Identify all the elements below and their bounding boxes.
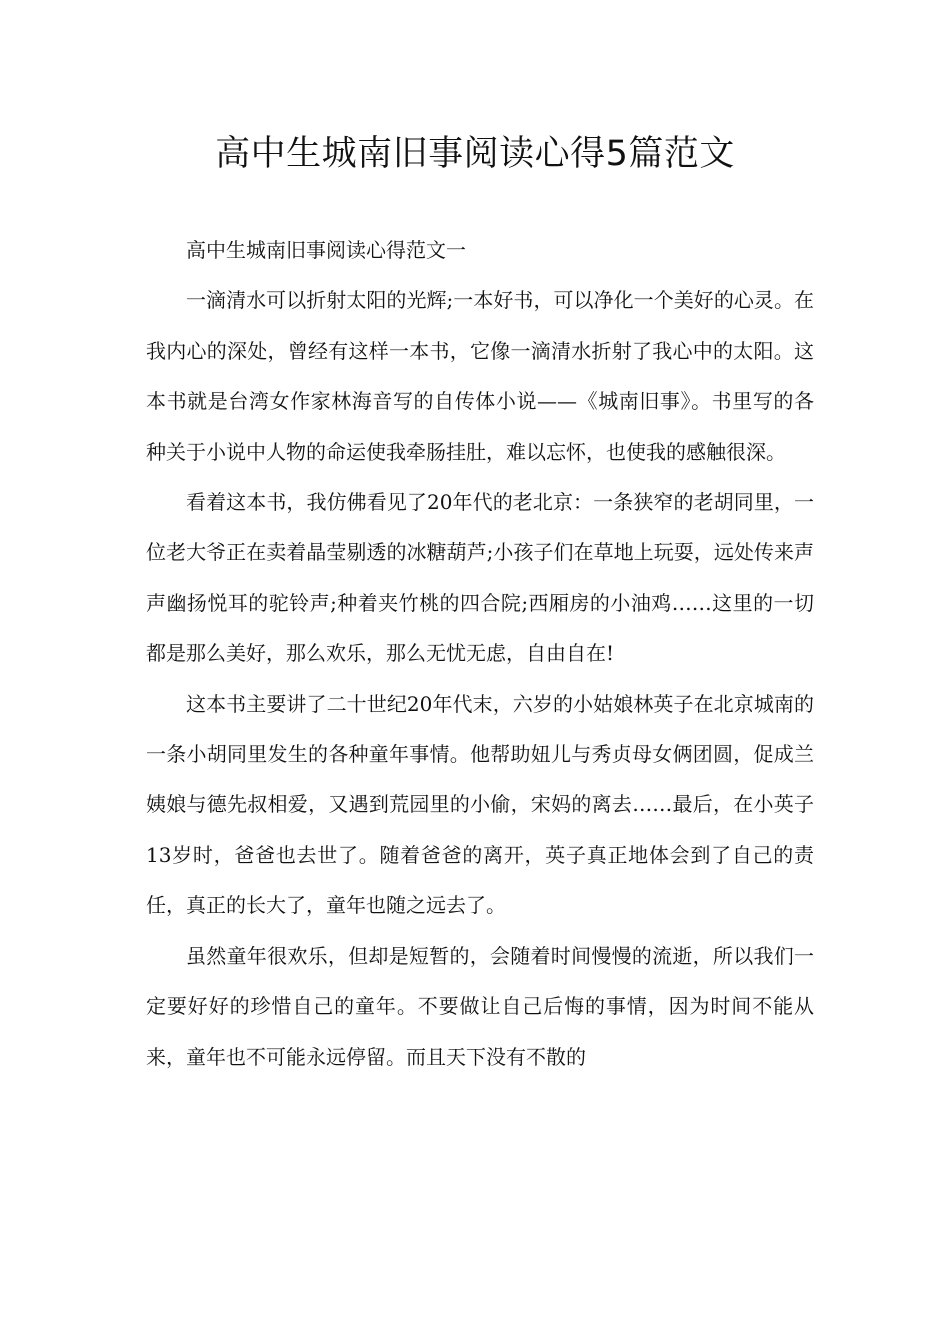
document-body — [146, 225, 814, 1082]
paragraph-heading: 高中生城南旧事阅读心得范文一 — [186, 238, 466, 262]
document-title: 高中生城南旧事阅读心得5篇范文 — [215, 134, 735, 174]
paragraph: 一滴清水可以折射太阳的光辉;一本好书，可以净化一个美好的心灵。在我内心的深处，曾经有这样一本书，它像一滴清水折射了我心中的太阳。这本书就是台湾女作家林海音写的自传体小说——《城南旧事》。书里写的各种关于小说中人物的命运使我牵肠挂肚，难以忘怀，也使我的感触很深。 — [146, 288, 814, 464]
paragraph: 虽然童年很欢乐，但却是短暂的，会随着时间慢慢的流逝，所以我们一定要好好的珍惜自己的童年。不要做让自己后悔的事情，因为时间不能从来，童年也不可能永远停留。而且天下没有不散的 — [146, 943, 814, 1069]
paragraph: 看着这本书，我仿佛看见了20年代的老北京：一条狭窄的老胡同里，一位老大爷正在卖着晶莹剔透的冰糖葫芦;小孩子们在草地上玩耍，远处传来声声幽扬悦耳的驼铃声;种着夹竹桃的四合院;西厢房的小油鸡……这里的一切都是那么美好，那么欢乐，那么无忧无虑，自由自在! — [146, 490, 814, 666]
paragraph: 这本书主要讲了二十世纪20年代末，六岁的小姑娘林英子在北京城南的一条小胡同里发生的各种童年事情。他帮助妞儿与秀贞母女俩团圆，促成兰姨娘与德先叔相爱，又遇到荒园里的小偷，宋妈的离去……最后，在小英子13岁时，爸爸也去世了。随着爸爸的离开，英子真正地体会到了自己的责任，真正的长大了，童年也随之远去了。 — [146, 691, 814, 918]
